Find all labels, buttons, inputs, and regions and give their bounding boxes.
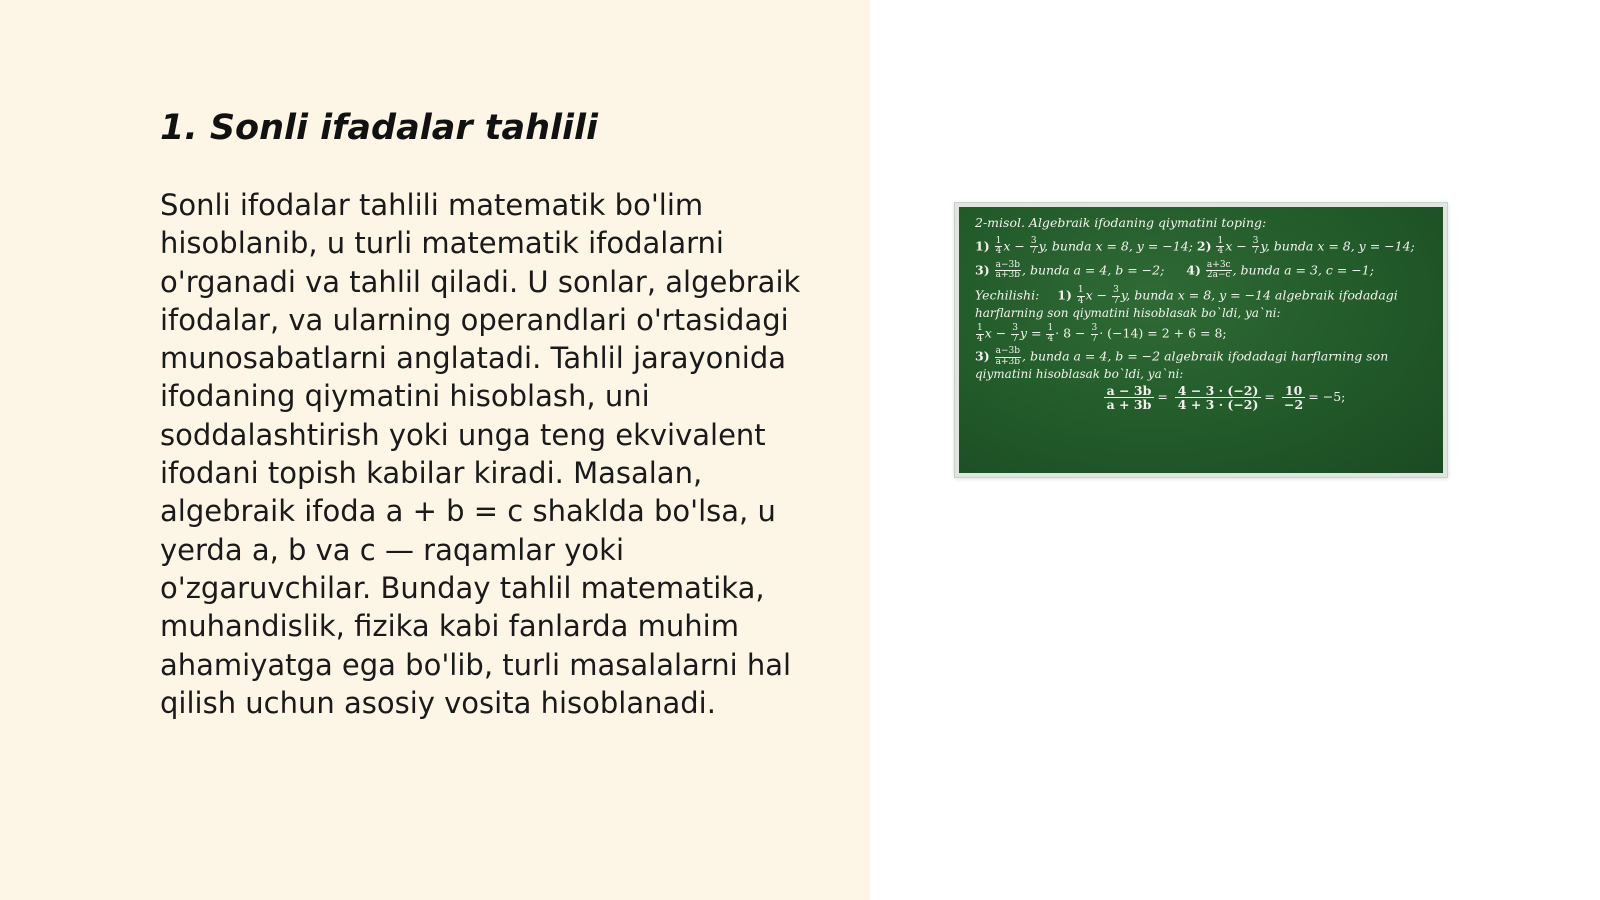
board-solution-3: 3) $\frac{a-3b}{a+3b}$ , bunda a = 4, b = −2 algebraik ifodadagi harflarning son — [975, 346, 1389, 367]
board-solution-1: Yechilishi: 1) $\frac{1}{4}$ x − $\frac{3}{7}$ y, bunda x = 8, y = −14 algebraik ifodadagi — [975, 285, 1398, 306]
board-heading: 2-misol. Algebraik ifodaning qiymatini toping: — [975, 215, 1267, 230]
board-solution-3-calc: $\frac{a - 3b}{a + 3b}$ = $\frac{4 - 3 \cdot (-2)}{4 + 3 \cdot (-2)}$ = $\frac{10}{-2}$ = −5; — [975, 384, 1431, 411]
board-problem-row-2: 3) $\frac{a-3b}{a+3b}$ , bunda a = 4, b = −2; 4) $\frac{a+3c}{2a-c}$ , bunda a = 3, c = −1; — [975, 259, 1374, 280]
board-solution-1-line-2: harflarning son qiymatini hisoblasak bo`ldi, ya`ni: — [975, 306, 1281, 321]
chalkboard — [959, 207, 1443, 473]
chalkboard-image — [954, 202, 1448, 478]
board-solution-3-line-2: qiymatini hisoblasak bo`ldi, ya`ni: — [975, 367, 1184, 381]
slide-body-text: Sonli ifodalar tahlili matematik bo'lim hisoblanib, u turli matematik ifodalarni o'rganadi va tahlil qiladi. U sonlar, algebraik ifodalar, va ularning operandlari o'rtasidagi munosabatlarni anglatadi. Tahlil jarayonida ifodaning qiymatini hisoblash, uni soddalashtirish yoki unga teng ekvivalent ifodani topish kabilar kiradi. Masalan, algebraik ifoda a + b = c shaklda bo'lsa, u yerda a, b va c — raqamlar yoki o'zgaruvchilar. Bunday tahlil matematika, muhandislik, fizika kabi fanlarda muhim ahamiyatga ega bo'lib, turli masalalarni hal qilish uchun asosiy vosita hisoblanadi. — [160, 188, 801, 720]
board-problem-row-1: 1) $\frac{1}{4}$ x − $\frac{3}{7}$ y, bunda x = 8, y = −14; 2) $\frac{1}{4}$ x − $\frac{3}{7}$ y, bunda x = 8, y = −14; — [975, 235, 1415, 257]
board-solution-1-calc: $\frac{1}{4}$ x − $\frac{3}{7}$ y = $\frac{1}{4}$ · 8 − $\frac{3}{7}$ · (−14) = 2 + 6 = 8; — [977, 323, 1227, 344]
slide-title: 1. Sonli ifadalar tahlili — [160, 108, 599, 148]
